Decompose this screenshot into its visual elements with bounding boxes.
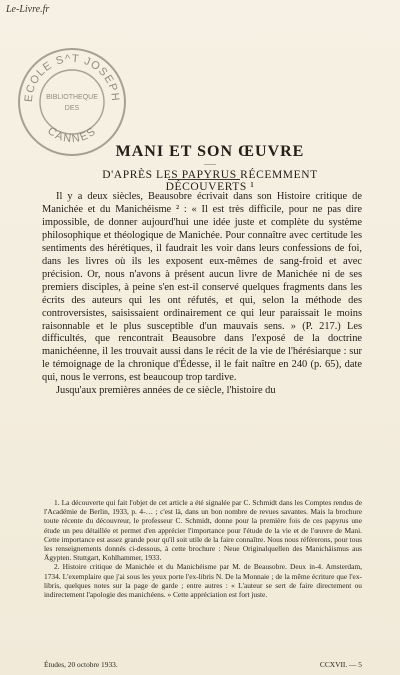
stamp-center-line-1: BIBLIOTHEQUE xyxy=(46,94,98,101)
article-body xyxy=(42,191,362,398)
article-title: MANI ET SON ŒUVRE xyxy=(115,143,305,160)
stamp-center-line-2: DES xyxy=(64,105,80,112)
section-rule xyxy=(168,179,240,180)
footnote-2: 2. Histoire critique de Manichée et du Manichéisme par M. de Beausobre. Deux in-4. Amsterdam, 1734. L'exemplaire que j'ai sous les yeux porte l'ex-libris N. De la Monnaie ; de la même écriture que l'ex-libris, quelques notes sur la page de garde ; entre autres : « L'auteur se sert de faire directement ou indirectement l'apologie des manichéens. » Cette appréciation est fort juste. xyxy=(44,562,362,600)
stamp-top-text: ECOLE S^T JOSEPH xyxy=(22,52,122,103)
title-ornament: —— xyxy=(204,162,216,168)
footer-signature: CCXVII. — 5 xyxy=(319,660,362,669)
body-paragraph: Il y a deux siècles, Beausobre écrivait dans son Histoire critique de Manichée et du Manichéisme ² : « Il est très difficile, pour ne pas dire impossible, de donner aujourd'hui une idée juste et complète du système philosophique et théologique de Manichée. Pour connaître avec certitude les sentiments des hérétiques, il faudrait les voir dans leurs confessions de foi, dans les livres où ils les exposent eux-mêmes de sang-froid et avec précision. Or, nous n'avons à présent aucun livre de Manichée ni de ses premiers disciples, à peine s'en est-il conservé quelques fragments dans les écrits des auteurs qui les ont réfutés, et qui, selon la méthode des controversistes, saisissaient ordinairement ce qui leur paraissait le moins raisonnable et le plus susceptible d'un mauvais sens. » (P. 217.) Les difficultés, que rencontrait Beausobre dans l'exposé de la doctrine manichéenne, il les trouvait aussi dans le récit de la vie de l'hérésiarque : sur le témoignage de la chronique d'Édesse, il le fait naître en 240 (p. 65), date qui, nous le verrons, est beaucoup trop tardive. xyxy=(42,191,362,384)
article-title-block xyxy=(60,143,360,193)
footnotes xyxy=(44,498,362,599)
page-footer xyxy=(44,660,362,670)
body-paragraph: Jusqu'aux premières années de ce siècle, l'histoire du xyxy=(56,385,276,397)
stamp-bottom-text: CANNES xyxy=(45,124,99,146)
footnote-1: 1. La découverte qui fait l'objet de cet article a été signalée par C. Schmidt dans les Comptes rendus de l'Académie de Berlin, 1933, p. 4-… ; c'est là, dans un bon nombre de revues savantes. Mais la brochure toute récente du découvreur, le professeur C. Schmidt, donne pour la première fois de ces papyrus une étude un peu détaillée et permet d'en apprécier l'importance pour l'étude de la vie et de l'œuvre de Mani. Cette importance est assez grande pour qu'il soit utile de la faire connaître. Nous nous référerons, pour tous les renseignements donnés ci-dessous, à cette brochure : Neue Originalquellen des Manichäismus aus Ägypten. Stuttgart, Kohlhammer, 1933. xyxy=(44,498,362,563)
article-subtitle: D'APRÈS LES PAPYRUS RÉCEMMENT DÉCOUVERTS ¹ xyxy=(102,169,318,193)
footer-date: Études, 20 octobre 1933. xyxy=(44,660,118,669)
running-head: Le-Livre.fr xyxy=(6,4,50,15)
